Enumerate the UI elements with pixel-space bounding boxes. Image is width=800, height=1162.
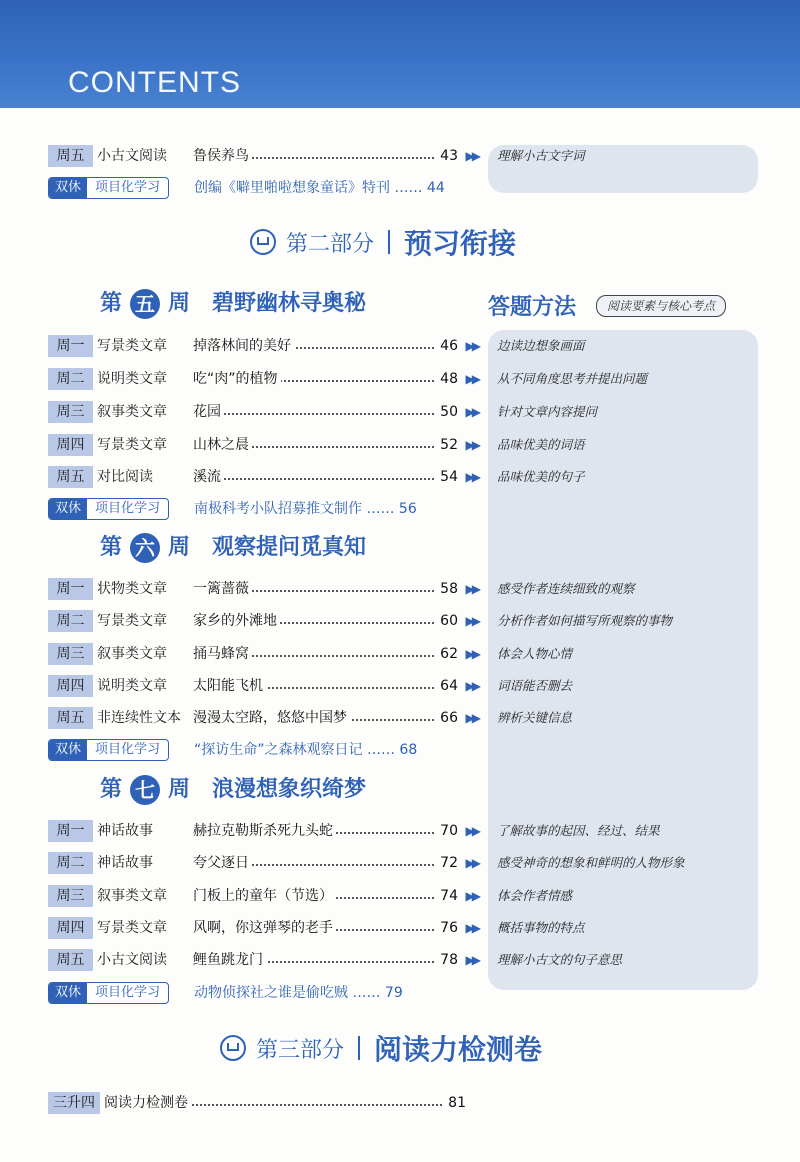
project-row[interactable]	[48, 177, 478, 199]
category: 小古文阅读	[97, 148, 167, 164]
toc-row[interactable]: 周二 写景类文章 家乡的外滩地 60 ▶▶	[48, 610, 478, 634]
header-banner	[0, 0, 800, 108]
toc-row-final[interactable]: 三升四 阅读力检测卷 81	[48, 1092, 466, 1116]
project-title: 创编《噼里啪啦想象童话》特刊 …… 44	[194, 180, 445, 196]
page-number: 43	[437, 145, 458, 167]
toc-row[interactable]: 周一 写景类文章 掉落林间的美好 46 ▶▶	[48, 335, 478, 359]
toc-row[interactable]: 周三 叙事类文章 花园 50 ▶▶	[48, 401, 478, 425]
week-heading: 第 五 周 碧野幽林寻奥秘	[100, 286, 366, 319]
double-arrow-icon: ▶▶	[465, 614, 478, 628]
skill-note: 理解小古文字词	[497, 148, 585, 163]
toc-row[interactable]: 周四 说明类文章 太阳能飞机 64 ▶▶	[48, 675, 478, 699]
toc-row[interactable]: 周一 状物类文章 一篱蔷薇 58 ▶▶	[48, 578, 478, 602]
double-arrow-icon: ▶▶	[465, 438, 478, 452]
double-arrow-icon: ▶▶	[465, 953, 478, 967]
toc-row[interactable]: 周五 对比阅读 溪流 54 ▶▶	[48, 466, 478, 490]
toc-row[interactable]	[48, 145, 478, 169]
week-heading: 第 六 周 观察提问觅真知	[100, 530, 366, 563]
part-three-heading: 第三部分 阅读力检测卷	[220, 1028, 542, 1068]
double-arrow-icon: ▶▶	[465, 372, 478, 386]
toc-row[interactable]: 周三 叙事类文章 门板上的童年（节选） 74 ▶▶	[48, 885, 478, 909]
double-arrow-icon: ▶▶	[465, 711, 478, 725]
project-row[interactable]: 双休 项目化学习 动物侦探社之谁是偷吃贼 …… 79	[48, 982, 478, 1004]
project-tag: 双休 项目化学习	[48, 177, 169, 199]
double-arrow-icon: ▶▶	[465, 856, 478, 870]
toc-row[interactable]: 周二 神话故事 夸父逐日 72 ▶▶	[48, 852, 478, 876]
part-two-heading: 第二部分 预习衔接	[250, 222, 516, 262]
toc-row[interactable]: 周三 叙事类文章 捅马蜂窝 62 ▶▶	[48, 643, 478, 667]
double-arrow-icon: ▶▶	[465, 647, 478, 661]
toc-row[interactable]: 周二 说明类文章 吃“肉”的植物 48 ▶▶	[48, 368, 478, 392]
book-icon	[220, 1035, 246, 1061]
answer-method-tag: 阅读要素与核心考点	[596, 295, 726, 317]
double-arrow-icon: ▶▶	[465, 582, 478, 596]
contents-title: CONTENTS	[68, 66, 241, 99]
day-tag: 周五	[48, 145, 93, 167]
double-arrow-icon: ▶▶	[465, 824, 478, 838]
double-arrow-icon: ▶▶	[465, 405, 478, 419]
double-arrow-icon: ▶▶	[465, 679, 478, 693]
article-title: 鲁侯养鸟	[193, 145, 252, 167]
toc-row[interactable]: 周五 小古文阅读 鲤鱼跳龙门 78 ▶▶	[48, 949, 478, 973]
project-row[interactable]: 双休 项目化学习 南极科考小队招募推文制作 …… 56	[48, 498, 478, 520]
toc-row[interactable]: 周四 写景类文章 山林之晨 52 ▶▶	[48, 434, 478, 458]
double-arrow-icon: ▶▶	[465, 149, 478, 163]
double-arrow-icon: ▶▶	[465, 889, 478, 903]
toc-row[interactable]: 周四 写景类文章 风啊，你这弹琴的老手 76 ▶▶	[48, 917, 478, 941]
double-arrow-icon: ▶▶	[465, 921, 478, 935]
double-arrow-icon: ▶▶	[465, 339, 478, 353]
week-heading: 第 七 周 浪漫想象织绮梦	[100, 772, 366, 805]
answer-method-title: 答题方法	[488, 295, 577, 320]
toc-row[interactable]: 周五 非连续性文本 漫漫太空路，悠悠中国梦 66 ▶▶	[48, 707, 478, 731]
toc-row[interactable]: 周一 神话故事 赫拉克勒斯杀死九头蛇 70 ▶▶	[48, 820, 478, 844]
project-row[interactable]: 双休 项目化学习 “探访生命”之森林观察日记 …… 68	[48, 739, 478, 761]
book-icon	[250, 229, 276, 255]
double-arrow-icon: ▶▶	[465, 470, 478, 484]
